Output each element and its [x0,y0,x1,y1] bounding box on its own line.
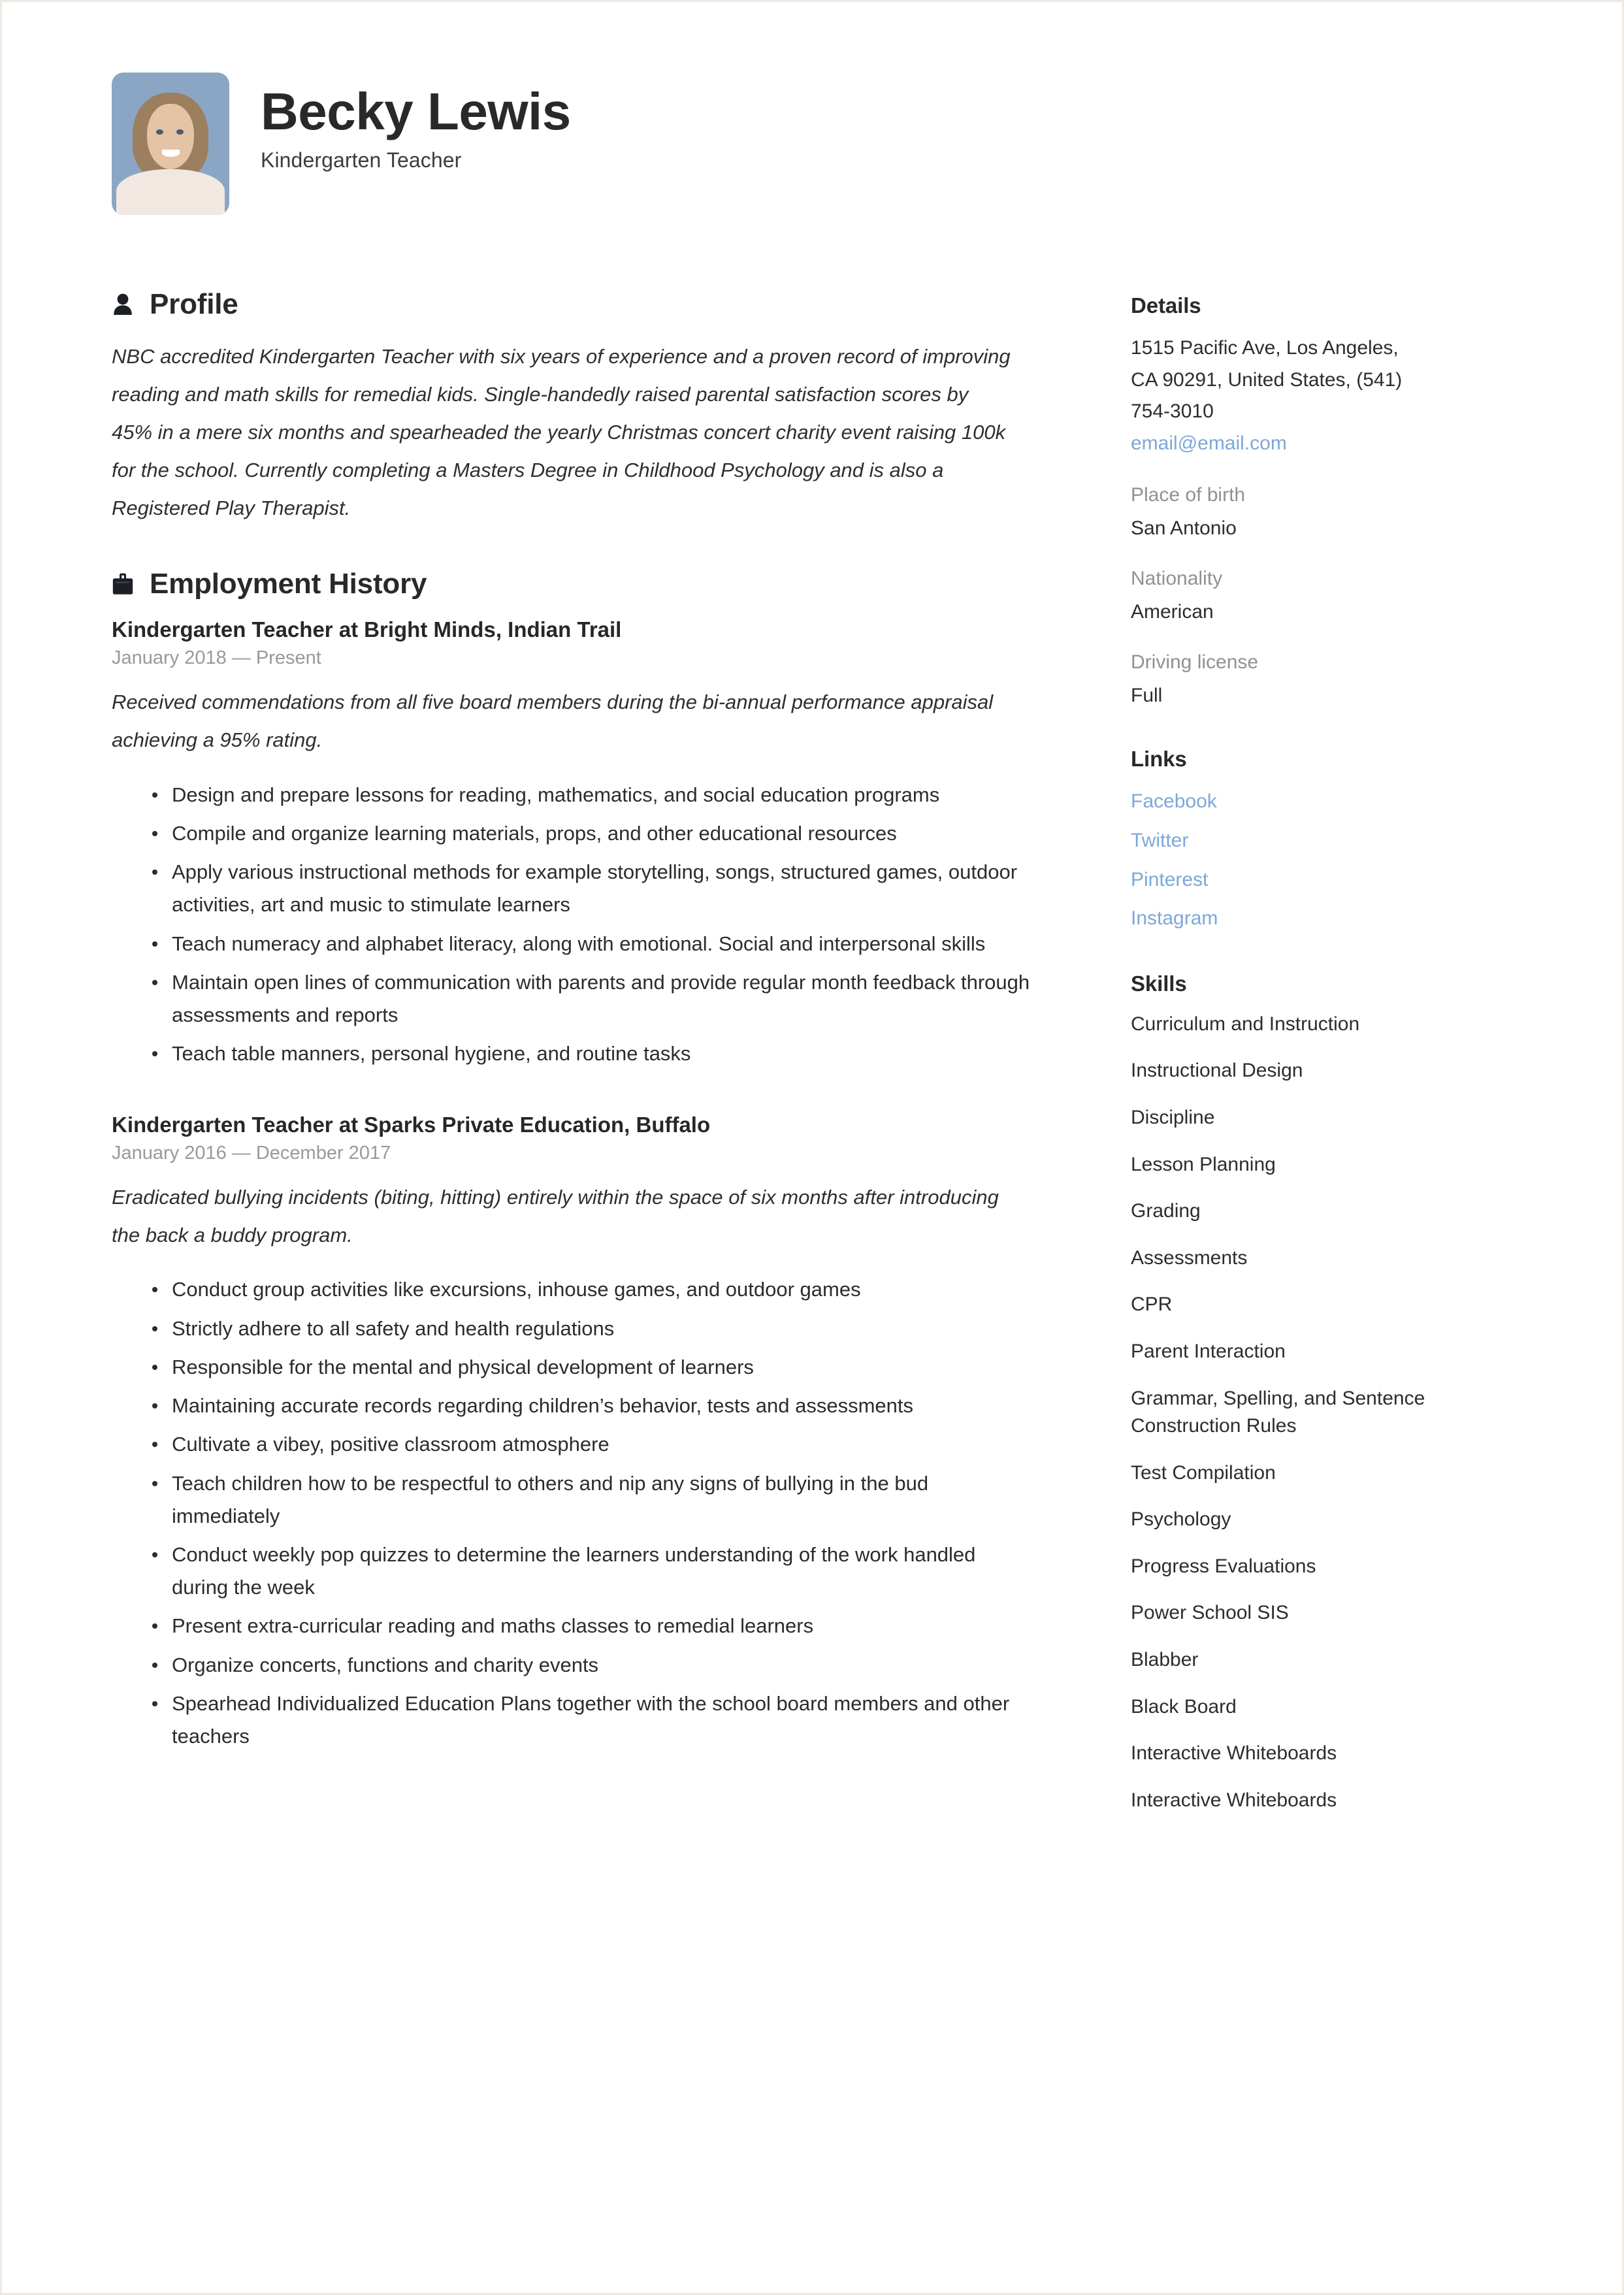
job-dates: January 2018 — Present [112,647,321,668]
job-heading [112,1113,1033,1137]
list-item: Maintaining accurate records regarding children’s behavior, tests and assessments [150,1390,1033,1422]
job-dates: January 2016 — December 2017 [112,1142,391,1164]
job-bullet-list [112,779,1033,1071]
field-value: American [1131,601,1214,623]
list-item: Conduct group activities like excursions, inhouse games, and outdoor games [150,1273,1033,1306]
list-item: Teach numeracy and alphabet literacy, along with emotional. Social and interpersonal skills [150,928,1033,960]
field-label: Nationality [1131,568,1223,590]
job-summary: Eradicated bullying incidents (biting, hitting) entirely within the space of six months after introducing the back a buddy program. [112,1185,999,1246]
avatar [112,73,229,215]
page-title: Becky Lewis [261,82,571,140]
list-item: Spearhead Individualized Education Plans together with the school board members and other teachers [150,1687,1033,1753]
list-item: Maintain open lines of communication with parents and provide regular month feedback through assessments and reports [150,966,1033,1032]
sidebar [1131,288,1523,1851]
list-item: Strictly adhere to all safety and health regulations [150,1312,1033,1345]
field-label: Place of birth [1131,484,1246,506]
briefcase-icon [112,572,134,596]
field-value: San Antonio [1131,517,1237,540]
list-item: Responsible for the mental and physical development of learners [150,1351,1033,1384]
resume-columns [112,288,1512,1851]
detail-field-place-of-birth [1131,480,1523,543]
job-role: Kindergarten Teacher at [112,1112,359,1137]
skill-item: Progress Evaluations [1131,1555,1316,1577]
skill-item: Power School SIS [1131,1602,1289,1624]
list-item: Conduct weekly pop quizzes to determine the learners understanding of the work handled during the week [150,1538,1033,1604]
profile-heading [112,288,1033,321]
address-line: 1515 Pacific Ave, Los Angeles, [1131,337,1399,359]
avatar-eye-right [176,129,184,134]
link-facebook[interactable]: Facebook [1131,790,1217,813]
job-company: Bright Minds, Indian Trail [364,617,622,642]
profile-text: NBC accredited Kindergarten Teacher with six years of experience and a proven record of improving reading and math skills for remedial kids. Single-handedly raised parental satisfaction scores by 45% in a mere six months and spearheaded the yearly Christmas concert charity event raising 100k for the school. Currently completing a Masters Degree in Childhood Psychology and is also a Registered Play Therapist. [112,345,1011,519]
section-profile [112,288,1033,527]
links-title: Links [1131,747,1187,772]
employment-title: Employment History [150,567,427,600]
skill-item: Blabber [1131,1649,1199,1671]
skill-item: Grading [1131,1200,1201,1222]
job-bullet-list [112,1273,1033,1753]
detail-field-driving-license [1131,647,1523,710]
person-icon [112,292,134,317]
address-line: CA 90291, United States, (541) [1131,368,1403,391]
list-item: Organize concerts, functions and charity events [150,1649,1033,1682]
avatar-smile [162,150,180,157]
detail-field-nationality [1131,564,1523,627]
skill-item: Test Compilation [1131,1461,1276,1484]
links-list [1131,786,1523,934]
job-spacer [112,1085,1033,1113]
list-item: Teach table manners, personal hygiene, and routine tasks [150,1037,1033,1070]
employment-heading [112,568,1033,600]
header-job-title: Kindergarten Teacher [261,148,462,172]
skill-item: Lesson Planning [1131,1153,1276,1175]
link-instagram[interactable]: Instagram [1131,907,1218,930]
skill-item: Grammar, Spelling, and Sentence Construction Rules [1131,1387,1425,1437]
list-item: Compile and organize learning materials, props, and other educational resources [150,817,1033,850]
link-pinterest[interactable]: Pinterest [1131,868,1209,890]
list-item: Cultivate a vibey, positive classroom atmosphere [150,1428,1033,1461]
sidebar-skills [1131,971,1523,1815]
skill-item: Interactive Whiteboards [1131,1789,1337,1811]
avatar-shirt [116,169,225,215]
skill-item: Discipline [1131,1106,1215,1128]
sidebar-details [1131,293,1523,710]
skill-item: Curriculum and Instruction [1131,1013,1360,1035]
field-value: Full [1131,685,1163,707]
skill-item: Assessments [1131,1246,1248,1269]
skill-item: Parent Interaction [1131,1340,1286,1362]
skill-item: Interactive Whiteboards [1131,1742,1337,1765]
avatar-face [147,104,194,169]
job-entry [112,617,1033,1071]
job-summary: Received commendations from all five board members during the bi-annual performance appraisal achieving a 95% rating. [112,690,994,751]
field-label: Driving license [1131,651,1259,674]
job-company: Sparks Private Education, Buffalo [364,1112,711,1137]
details-title: Details [1131,293,1201,317]
job-role: Kindergarten Teacher at [112,617,359,642]
skills-title: Skills [1131,971,1187,996]
resume-header [112,73,1512,215]
main-column [112,288,1033,1793]
avatar-eye-left [156,129,163,134]
resume-sheet [2,2,1622,2293]
skill-item: Psychology [1131,1508,1231,1531]
skill-item: Black Board [1131,1695,1237,1717]
skill-item: Instructional Design [1131,1060,1303,1082]
list-item: Apply various instructional methods for example storytelling, songs, structured games, outdoor activities, art and music to stimulate learners [150,856,1033,921]
address-line: 754-3010 [1131,400,1214,423]
list-item: Present extra-curricular reading and maths classes to remedial learners [150,1610,1033,1642]
email-link[interactable]: email@email.com [1131,432,1287,454]
list-item: Teach children how to be respectful to others and nip any signs of bullying in the bud immediately [150,1467,1033,1533]
skill-item: CPR [1131,1294,1173,1316]
link-twitter[interactable]: Twitter [1131,829,1189,851]
sidebar-links [1131,747,1523,934]
section-employment [112,568,1033,1753]
profile-title: Profile [150,288,238,320]
job-entry [112,1113,1033,1753]
name-block [261,73,571,172]
list-item: Design and prepare lessons for reading, mathematics, and social education programs [150,779,1033,811]
job-heading [112,617,1033,642]
